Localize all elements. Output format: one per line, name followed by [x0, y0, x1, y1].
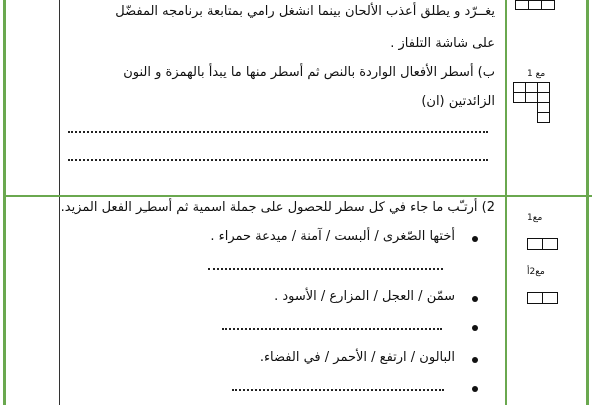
text-line-4: الزائدتين (ان)	[421, 94, 495, 109]
criterion-label: مع 1	[527, 69, 546, 79]
item-2: سمّن / العجل / المزارع / الأسود .	[274, 289, 455, 304]
answer-line	[222, 328, 442, 330]
bullet	[472, 296, 478, 302]
answer-line	[208, 268, 443, 270]
text-line-1: يغــرّد و يطلق أعذب الألحان بينما انشغل رامي بمتابعة برنامجه المفضّل	[115, 4, 495, 19]
answer-line	[68, 159, 488, 161]
criteria-column-divider	[505, 0, 507, 405]
text-line-2: على شاشة التلفاز .	[390, 36, 495, 51]
bullet	[472, 325, 478, 331]
section-divider	[3, 195, 592, 197]
item-1: أختها الصّغرى / ألبست / آمنة / ميدعة حمراء .	[210, 229, 455, 244]
item-3: البالون / ارتفع / الأحمر / في الفضاء.	[259, 350, 455, 365]
bullet	[472, 357, 478, 363]
bullet	[472, 236, 478, 242]
bullet	[472, 386, 478, 392]
criterion-label: مع2أ	[527, 267, 545, 277]
criterion-label: مع1	[527, 213, 543, 223]
exercise-2-title: 2) أرتـّب ما جاء في كل سطر للحصول على جملة اسمية ثم أسطـِر الفعل المزيد.	[60, 200, 495, 215]
answer-line	[68, 131, 488, 133]
answer-line	[232, 389, 444, 391]
text-line-3: ب) أسطر الأفعال الواردة بالنص ثم أسطر منها ما يبدأ بالهمزة و النون	[123, 65, 495, 80]
